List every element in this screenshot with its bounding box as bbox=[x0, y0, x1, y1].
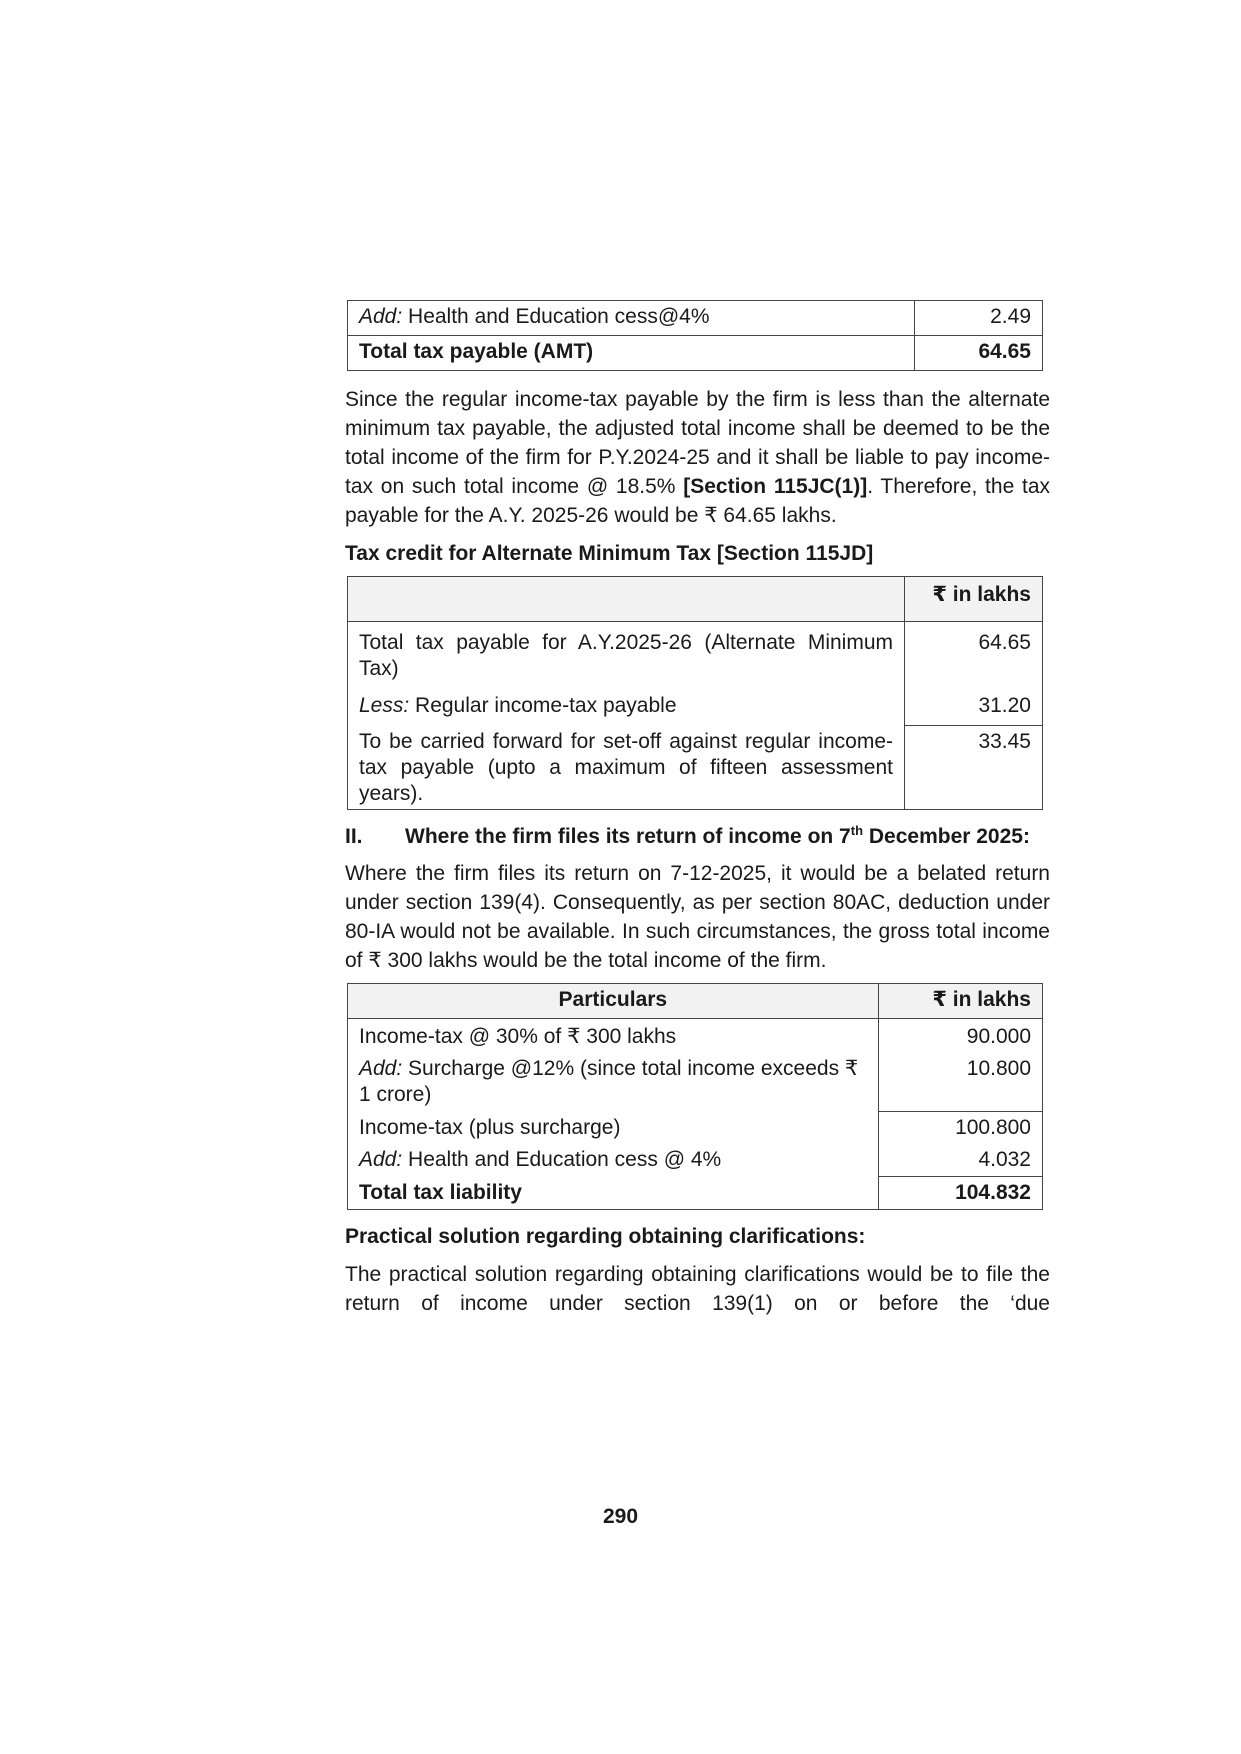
amt-table bbox=[347, 300, 1043, 371]
row-value: 64.65 bbox=[905, 622, 1043, 686]
tax-credit-table bbox=[347, 576, 1043, 810]
practical-solution-paragraph: The practical solution regarding obtaining clarifications would be to file the return of income under section 139(1) on or before the ‘due bbox=[345, 1263, 1050, 1315]
row-label: Add: Health and Education cess@4% bbox=[348, 301, 915, 336]
row-label: Add: Surcharge @12% (since total income exceeds ₹ 1 crore) bbox=[348, 1053, 879, 1112]
row-value: 4.032 bbox=[878, 1144, 1042, 1177]
table-row bbox=[348, 301, 1043, 336]
tax-credit-heading: Tax credit for Alternate Minimum Tax [Section 115JD] bbox=[345, 542, 874, 565]
row-value: 100.800 bbox=[878, 1112, 1042, 1145]
header-unit: ₹ in lakhs bbox=[905, 577, 1043, 622]
row-label: Total tax payable for A.Y.2025-26 (Alternate Minimum Tax) bbox=[348, 622, 905, 686]
table-row-total bbox=[348, 336, 1043, 371]
table-row bbox=[348, 622, 1043, 686]
table-row-total bbox=[348, 1177, 1043, 1210]
table-row bbox=[348, 1144, 1043, 1177]
header-unit: ₹ in lakhs bbox=[878, 983, 1042, 1018]
row-value: 104.832 bbox=[878, 1177, 1042, 1210]
table-header bbox=[348, 983, 1043, 1018]
table-row bbox=[348, 1112, 1043, 1145]
row-value: 2.49 bbox=[915, 301, 1043, 336]
row-value: 64.65 bbox=[915, 336, 1043, 371]
row-label: Less: Regular income-tax payable bbox=[348, 685, 905, 726]
row-value: 31.20 bbox=[905, 685, 1043, 726]
section-title: Where the firm files its return of income on 7th December 2025: bbox=[405, 822, 1030, 848]
section-number: II. bbox=[345, 824, 363, 848]
row-value: 90.000 bbox=[878, 1018, 1042, 1053]
table-row bbox=[348, 1053, 1043, 1112]
row-label: Total tax liability bbox=[348, 1177, 879, 1210]
amt-explanation-paragraph: Since the regular income-tax payable by the firm is less than the alternate minimum tax payable, the adjusted total income shall be deemed to be the total income of the firm for P.Y.2024-25 and it shall be liable to pay income-tax on such total income @ 18.5% [Section 115JC(1)]. Therefore, the tax payable for the A.Y. 2025-26 would be ₹ 64.65 lakhs. bbox=[345, 388, 1051, 527]
tax-liability-table bbox=[347, 983, 1043, 1211]
page-content bbox=[345, 300, 1050, 1318]
row-label: Total tax payable (AMT) bbox=[348, 336, 915, 371]
row-label: Income-tax (plus surcharge) bbox=[348, 1112, 879, 1145]
row-label: Add: Health and Education cess @ 4% bbox=[348, 1144, 879, 1177]
page-number: 290 bbox=[602, 1505, 639, 1528]
header-blank bbox=[348, 577, 905, 622]
belated-return-paragraph: Where the firm files its return on 7-12-2025, it would be a belated return under section 139(4). Consequently, as per section 80AC, deduction under 80-IA would not be available. In such circumstances, the gross total income of ₹ 300 lakhs would be the total income of the firm. bbox=[345, 861, 1050, 972]
table-row bbox=[348, 1018, 1043, 1053]
practical-solution-heading: Practical solution regarding obtaining clarifications: bbox=[345, 1225, 866, 1248]
table-row bbox=[348, 685, 1043, 726]
row-value: 33.45 bbox=[905, 726, 1043, 810]
table-header bbox=[348, 577, 1043, 622]
section-heading bbox=[345, 822, 1050, 851]
row-label: To be carried forward for set-off against regular income-tax payable (upto a maximum of fifteen assessment years). bbox=[348, 726, 905, 810]
row-label: Income-tax @ 30% of ₹ 300 lakhs bbox=[348, 1018, 879, 1053]
row-value: 10.800 bbox=[878, 1053, 1042, 1112]
table-row bbox=[348, 726, 1043, 810]
header-particulars: Particulars bbox=[348, 983, 879, 1018]
